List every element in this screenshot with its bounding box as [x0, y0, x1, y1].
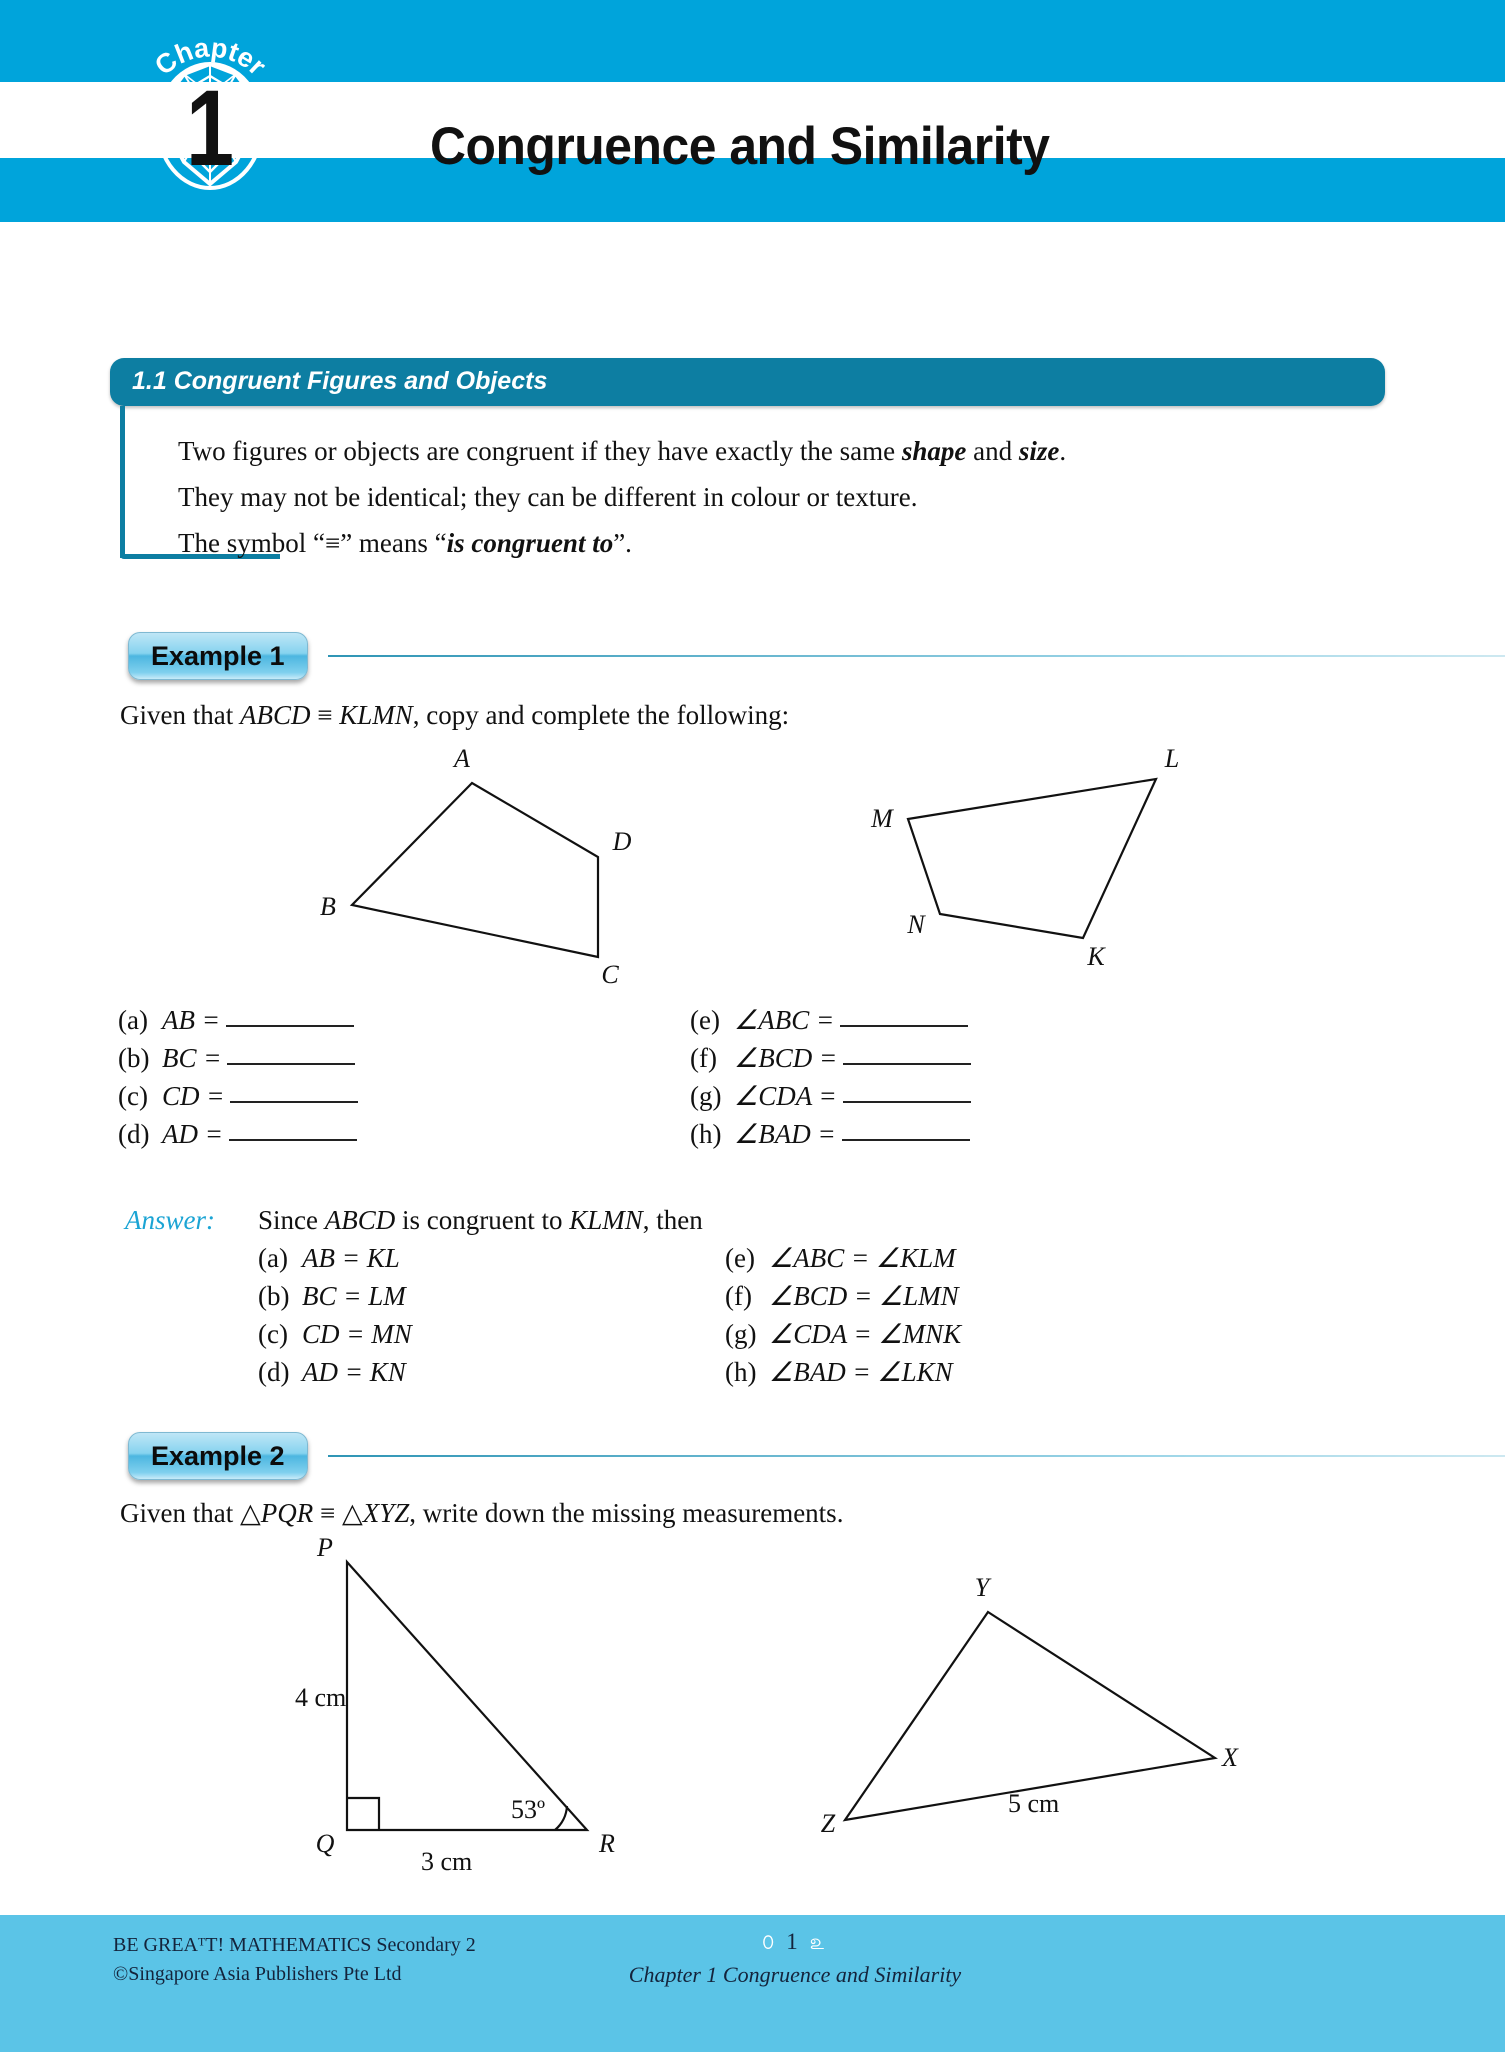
- vertex-label-R: R: [599, 1829, 615, 1858]
- vertex-label-A: A: [454, 744, 470, 773]
- example-2-header: [128, 1432, 1388, 1478]
- example-1-badge: [128, 632, 308, 680]
- example-2-prompt: Given that △PQR ≡ △XYZ, write down the missing measurements.: [120, 1498, 844, 1528]
- vertex-label-N: N: [907, 910, 925, 939]
- vertex-label-M: M: [871, 804, 893, 833]
- question-item-b: [118, 1043, 355, 1074]
- chapter-badge: [140, 22, 280, 197]
- example-2-label: Example 2: [151, 1440, 285, 1471]
- answer-intro: Since ABCD is congruent to KLMN, then: [258, 1205, 703, 1235]
- question-expr-f: ∠BCD =: [734, 1043, 838, 1073]
- vertex-label-B: B: [320, 892, 336, 921]
- section-header-bar: [110, 358, 1385, 406]
- question-item-h: [690, 1119, 970, 1150]
- answer-item-d: [258, 1357, 406, 1388]
- example-1-rule: [328, 655, 1505, 657]
- chapter-word: Chapter: [149, 32, 272, 82]
- vertex-label-D: D: [612, 827, 632, 856]
- triangle-PQR-figure: [255, 1533, 635, 1880]
- question-label-c: (c): [118, 1081, 148, 1111]
- answer-item-a: [258, 1243, 400, 1274]
- footer-center-block: [560, 1929, 1030, 1988]
- footer-page-number-line: [560, 1929, 1030, 1958]
- answer-blank-a[interactable]: [226, 1025, 354, 1027]
- footer-publisher-block: [113, 1931, 476, 1989]
- answer-item-b: [258, 1281, 406, 1312]
- answer-expr-g: ∠CDA = ∠MNK: [769, 1319, 962, 1349]
- question-label-d: (d): [118, 1119, 150, 1149]
- vertex-label-K: K: [1087, 942, 1105, 971]
- side-length-QR: 3 cm: [421, 1847, 473, 1876]
- answer-label-h: (h): [725, 1357, 757, 1387]
- answer-expr-h: ∠BAD = ∠LKN: [769, 1357, 953, 1387]
- question-label-f: (f): [690, 1043, 717, 1073]
- side-length-ZX: 5 cm: [1008, 1789, 1060, 1818]
- example-2-badge: [128, 1432, 308, 1480]
- page-number: 1: [786, 1929, 801, 1954]
- ornament-right-icon: ௨: [809, 1929, 829, 1954]
- answer-blank-g[interactable]: [843, 1101, 971, 1103]
- answer-label-g: (g): [725, 1319, 757, 1349]
- question-label-e: (e): [690, 1005, 720, 1035]
- angle-value-R: 53º: [511, 1795, 546, 1824]
- angle-arc-R: [555, 1806, 567, 1830]
- quad-abcd-outline: [352, 783, 598, 957]
- question-label-g: (g): [690, 1081, 722, 1111]
- question-item-f: [690, 1043, 971, 1074]
- answer-item-h: [725, 1357, 953, 1388]
- answer-label-f: (f): [725, 1281, 752, 1311]
- question-expr-e: ∠ABC =: [734, 1005, 835, 1035]
- chapter-number: 1: [185, 67, 235, 188]
- footer-book-title: BE GREAᵀT! MATHEMATICS Secondary 2: [113, 1934, 476, 1956]
- answer-item-c: [258, 1319, 412, 1350]
- vertex-label-C: C: [601, 960, 619, 989]
- answer-item-g: [725, 1319, 961, 1350]
- question-expr-g: ∠CDA =: [734, 1081, 837, 1111]
- question-expr-c: CD =: [162, 1081, 225, 1111]
- answer-expr-f: ∠BCD = ∠LMN: [769, 1281, 959, 1311]
- question-item-a: [118, 1005, 354, 1036]
- answer-expr-b: BC = LM: [302, 1281, 406, 1311]
- question-expr-a: AB =: [162, 1005, 220, 1035]
- answer-label-a: (a): [258, 1243, 288, 1273]
- answer-label-d: (d): [258, 1357, 290, 1387]
- answer-item-f: [725, 1281, 959, 1312]
- example-1-prompt: Given that ABCD ≡ KLMN, copy and complete the following:: [120, 700, 790, 730]
- vertex-label-Y: Y: [974, 1573, 990, 1602]
- footer-chapter-line: Chapter 1 Congruence and Similarity: [628, 1962, 962, 1987]
- question-item-e: [690, 1005, 968, 1036]
- answer-label-c: (c): [258, 1319, 288, 1349]
- vertex-label-P: P: [317, 1533, 333, 1562]
- side-length-PQ: 4 cm: [295, 1683, 347, 1712]
- answer-expr-e: ∠ABC = ∠KLM: [769, 1243, 956, 1273]
- question-expr-d: AD =: [162, 1119, 223, 1149]
- question-expr-b: BC =: [162, 1043, 222, 1073]
- answer-label-b: (b): [258, 1281, 290, 1311]
- question-item-g: [690, 1081, 971, 1112]
- example-1-header: [128, 632, 1388, 678]
- question-label-a: (a): [118, 1005, 148, 1035]
- question-item-c: [118, 1081, 358, 1112]
- definition-line-1: Two figures or objects are congruent if they have exactly the same shape and size.: [178, 436, 1067, 466]
- question-label-h: (h): [690, 1119, 722, 1149]
- chapter-header-banner: [0, 0, 1505, 222]
- footer-copyright: ©Singapore Asia Publishers Pte Ltd: [113, 1963, 402, 1985]
- ornament-left-icon: ௦: [761, 1929, 778, 1954]
- quadrilateral-ABCD-figure: [280, 735, 680, 989]
- quad-klmn-outline: [908, 779, 1156, 938]
- answer-blank-h[interactable]: [842, 1139, 970, 1141]
- definition-line-2: They may not be identical; they can be different in colour or texture.: [178, 482, 918, 512]
- answer-label-e: (e): [725, 1243, 755, 1273]
- quadrilateral-KLMN-figure: [860, 735, 1200, 985]
- definition-line-3: The symbol “≡” means “is congruent to”.: [178, 528, 632, 558]
- vertex-label-L: L: [1164, 744, 1180, 773]
- answer-blank-e[interactable]: [840, 1025, 968, 1027]
- question-label-b: (b): [118, 1043, 150, 1073]
- vertex-label-Z: Z: [820, 1809, 836, 1838]
- question-expr-h: ∠BAD =: [734, 1119, 836, 1149]
- answer-blank-c[interactable]: [230, 1101, 358, 1103]
- example-2-rule: [328, 1455, 1505, 1457]
- page-title: Congruence and Similarity: [430, 117, 1050, 176]
- triangle-pqr-outline: [347, 1562, 587, 1830]
- right-angle-mark-Q: [347, 1798, 379, 1830]
- section-title: 1.1 Congruent Figures and Objects: [132, 367, 548, 395]
- answer-expr-a: AB = KL: [302, 1243, 400, 1273]
- answer-expr-d: AD = KN: [302, 1357, 406, 1387]
- page-footer: [0, 1915, 1505, 2052]
- vertex-label-Q: Q: [315, 1829, 335, 1858]
- section-left-rule: [120, 406, 125, 558]
- answer-expr-c: CD = MN: [302, 1319, 412, 1349]
- example-1-label: Example 1: [151, 640, 285, 671]
- vertex-label-X: X: [1222, 1743, 1238, 1772]
- question-item-d: [118, 1119, 357, 1150]
- answer-blank-d[interactable]: [229, 1139, 357, 1141]
- answer-label: Answer:: [125, 1205, 215, 1235]
- answer-blank-b[interactable]: [227, 1063, 355, 1065]
- answer-blank-f[interactable]: [843, 1063, 971, 1065]
- answer-item-e: [725, 1243, 956, 1274]
- triangle-XYZ-figure: [790, 1540, 1238, 1880]
